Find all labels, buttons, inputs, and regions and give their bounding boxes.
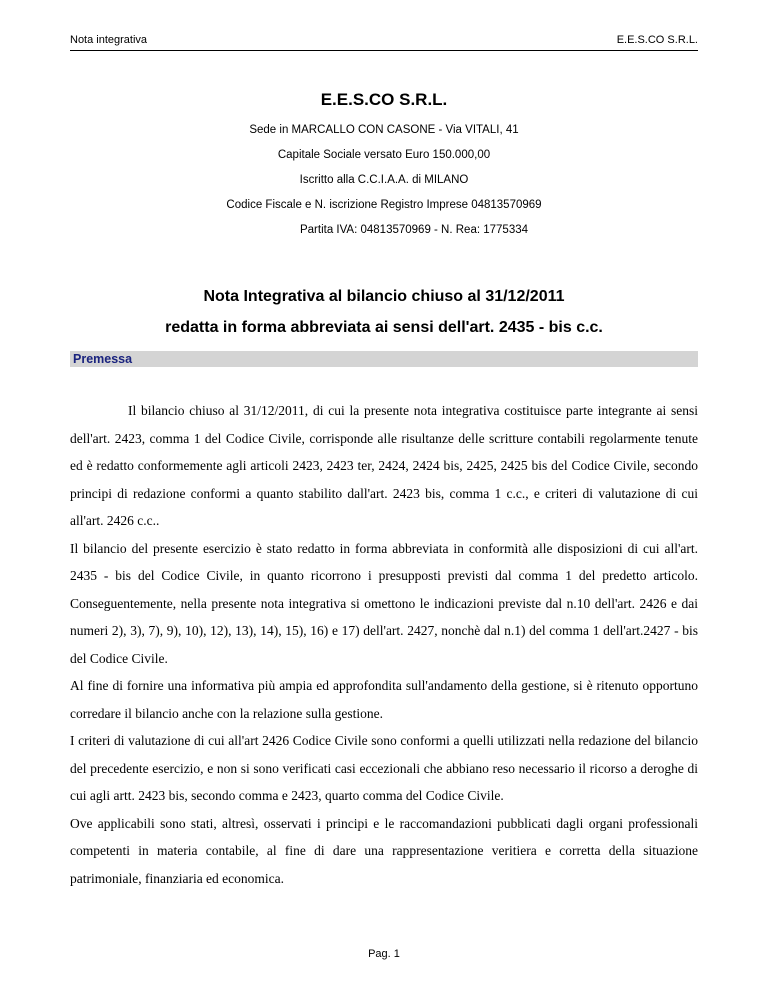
- header-document-type: Nota integrativa: [70, 34, 148, 46]
- paragraph: Il bilancio chiuso al 31/12/2011, di cui la presente nota integrativa costituisce parte integrante ai sensi dell'art. 2423, comma 1 del Codice Civile, corrisponde alle risultanze delle scritture contabili regolarmente tenute ed è redatto conformemente agli articoli 2423, 2423 ter, 2424, 2424 bis, 2425, 2425 bis del Codice Civile, secondo principi di redazione conformi a quanto stabilito dall'art. 2423 bis, comma 1 c.c., e criteri di valutazione di cui all'art. 2426 c.c..: [70, 403, 698, 528]
- body-text: [70, 397, 698, 892]
- section-heading-premessa: Premessa: [70, 351, 698, 367]
- page-header: [70, 34, 698, 50]
- document-title-line-1: Nota Integrativa al bilancio chiuso al 31/12/2011: [203, 288, 565, 305]
- company-name: E.E.S.CO S.R.L.: [320, 90, 448, 109]
- company-registration: Iscritto alla C.C.I.A.A. di MILANO: [299, 174, 469, 186]
- paragraph: Ove applicabili sono stati, altresì, osservati i principi e le raccomandazioni pubblicati dagli organi professionali competenti in materia contabile, al fine di dare una rappresentazione veritiera e corretta della situazione patrimoniale, finanziaria ed economica.: [70, 815, 698, 886]
- document-title: [70, 281, 698, 343]
- paragraph: I criteri di valutazione di cui all'art 2426 Codice Civile sono conformi a quelli utilizzati nella redazione del bilancio del precedente esercizio, e non si sono verificati casi eccezionali che abbiano reso necessario il ricorso a deroghe di cui agli artt. 2423 bis, secondo comma e 2423, quarto comma del Codice Civile.: [70, 733, 698, 803]
- page-number: Pag. 1: [368, 948, 400, 960]
- company-vat: Partita IVA: 04813570969 - N. Rea: 1775334: [299, 224, 529, 236]
- paragraph: Il bilancio del presente esercizio è stato redatto in forma abbreviata in conformità alle disposizioni di cui all'art. 2435 - bis del Codice Civile, in quanto ricorrono i presupposti previsti dal comma 1 del predetto articolo. Conseguentemente, nella presente nota integrativa si omettono le indicazioni previste dal n.10 dell'art. 2426 e dai numeri 2), 3), 7), 9), 10), 12), 13), 14), 15), 16) e 17) dell'art. 2427, nonchè dal n.1) del comma 1 dell'art.2427 - bis del Codice Civile.: [70, 540, 698, 666]
- company-info: [70, 90, 698, 248]
- document-title-line-2: redatta in forma abbreviata ai sensi dell'art. 2435 - bis c.c.: [165, 319, 603, 336]
- company-address: Sede in MARCALLO CON CASONE - Via VITALI, 41: [249, 124, 519, 136]
- paragraph: Al fine di fornire una informativa più ampia ed approfondita sull'andamento della gestione, si è ritenuto opportuno corredare il bilancio anche con la relazione sulla gestione.: [70, 678, 698, 721]
- header-company-name: E.E.S.CO S.R.L.: [616, 34, 698, 46]
- company-tax-code: Codice Fiscale e N. iscrizione Registro Imprese 04813570969: [226, 199, 542, 211]
- header-divider: [70, 50, 698, 51]
- company-capital: Capitale Sociale versato Euro 150.000,00: [277, 149, 491, 161]
